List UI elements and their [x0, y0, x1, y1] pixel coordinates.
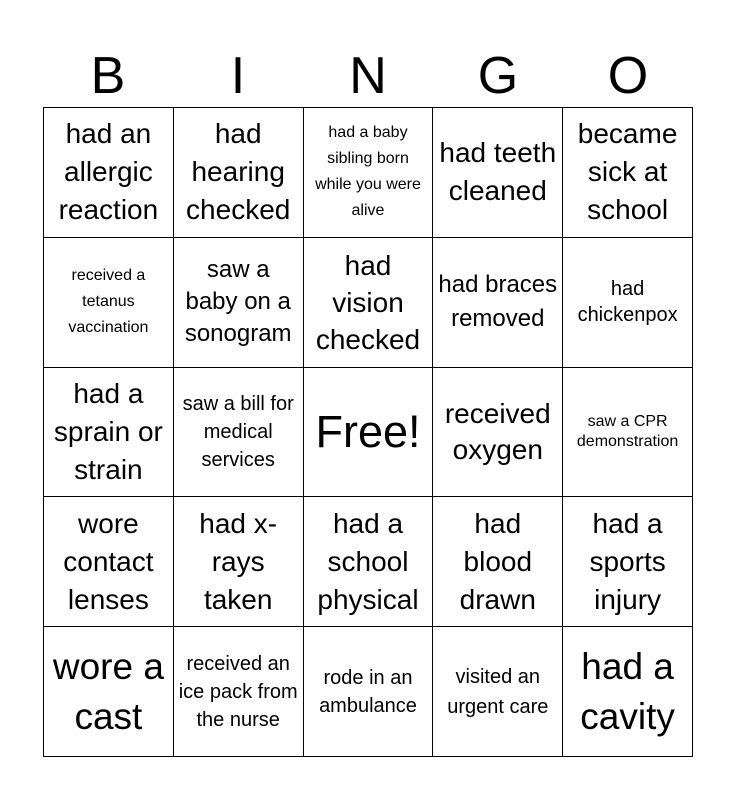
cell-text: had a cavity [580, 645, 675, 737]
header-letter-o: O [607, 47, 649, 105]
bingo-grid [43, 107, 693, 757]
cell-text: had vision checked [315, 249, 421, 355]
bingo-cell [563, 108, 693, 238]
cell-text: saw a bill for medical services [182, 392, 294, 471]
cell-text: had blood drawn [459, 507, 536, 615]
cell-text: had a sprain or strain [53, 377, 163, 485]
bingo-cell [433, 368, 563, 498]
cell-text: had braces removed [438, 271, 558, 333]
bingo-cell [174, 368, 304, 498]
bingo-cell [304, 238, 434, 368]
cell-text: wore a cast [52, 645, 164, 737]
bingo-cell [44, 238, 174, 368]
cell-text: became sick at school [577, 118, 678, 226]
cell-text: wore contact lenses [63, 507, 154, 615]
bingo-cell [174, 497, 304, 627]
bingo-cell [433, 627, 563, 757]
cell-text: rode in an ambulance [319, 666, 417, 717]
cell-text: visited an urgent care [447, 665, 549, 718]
header-letter-g: G [477, 47, 519, 105]
bingo-cell [174, 627, 304, 757]
cell-text: had a school physical [317, 507, 419, 615]
free-space-text: Free! [315, 405, 421, 457]
bingo-cell [563, 497, 693, 627]
bingo-header [43, 48, 693, 104]
bingo-cell [433, 108, 563, 238]
cell-text: had teeth cleaned [439, 137, 557, 207]
bingo-cell [563, 627, 693, 757]
bingo-cell [563, 368, 693, 498]
bingo-cell [304, 368, 434, 498]
header-letter-b: B [90, 47, 126, 105]
bingo-cell [174, 108, 304, 238]
bingo-cell [44, 368, 174, 498]
cell-text: saw a baby on a sonogram [184, 256, 292, 348]
cell-text: received an ice pack from the nurse [178, 652, 298, 731]
bingo-cell [44, 497, 174, 627]
bingo-cell [44, 108, 174, 238]
header-letter-n: N [349, 47, 387, 105]
bingo-cell [433, 497, 563, 627]
bingo-cell [174, 238, 304, 368]
cell-text: had x-rays taken [199, 507, 278, 615]
header-letter-i: I [230, 47, 246, 105]
bingo-cell [304, 108, 434, 238]
cell-text: saw a CPR demonstration [576, 412, 679, 450]
bingo-cell [304, 497, 434, 627]
cell-text: had chickenpox [577, 278, 678, 327]
bingo-cell [44, 627, 174, 757]
cell-text: had hearing checked [186, 118, 291, 226]
cell-text: had a baby sibling born while you were alive [315, 124, 421, 220]
bingo-cell [304, 627, 434, 757]
cell-text: received oxygen [444, 397, 551, 465]
cell-text: had an allergic reaction [58, 118, 159, 226]
bingo-cell [433, 238, 563, 368]
bingo-cell [563, 238, 693, 368]
cell-text: received a tetanus vaccination [68, 267, 149, 337]
cell-text: had a sports injury [589, 507, 666, 615]
